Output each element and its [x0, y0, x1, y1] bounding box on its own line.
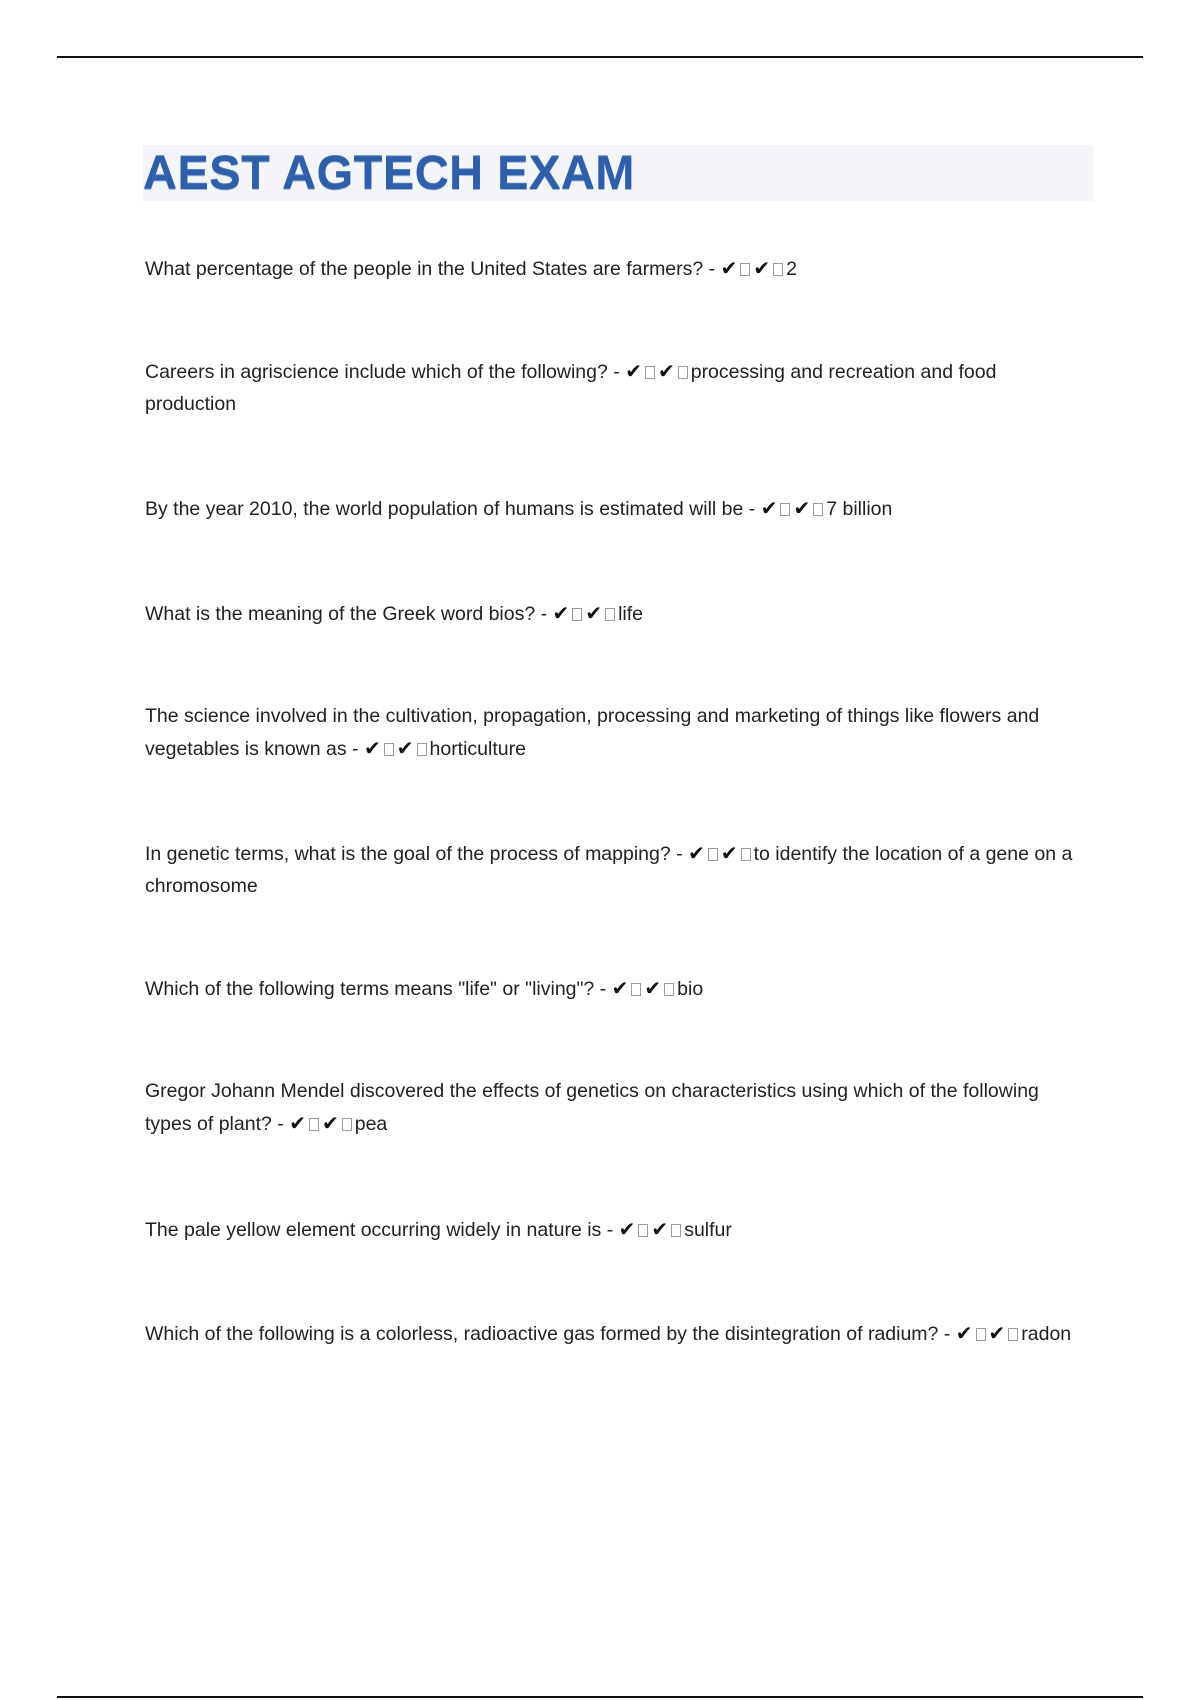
empty-box-icon: [342, 1118, 352, 1131]
answer-text: 2: [786, 258, 797, 280]
separator: -: [938, 1323, 956, 1345]
question-text: Which of the following is a colorless, radioactive gas formed by the disintegration of radium?: [145, 1323, 939, 1345]
separator: -: [271, 1113, 290, 1135]
qa-item: [145, 1213, 1090, 1246]
check-icon: ✔: [611, 976, 629, 1000]
empty-box-icon: [976, 1328, 986, 1341]
answer-text: sulfur: [684, 1219, 732, 1241]
qa-item: [145, 1317, 1090, 1350]
question-text: What is the meaning of the Greek word bios?: [145, 603, 536, 625]
answer-text: radon: [1021, 1323, 1072, 1345]
document-title: AEST AGTECH EXAM: [143, 146, 635, 199]
separator: -: [607, 361, 626, 383]
empty-box-icon: [741, 848, 751, 861]
answer-text: horticulture: [429, 738, 526, 760]
question-text: Gregor Johann Mendel discovered the effects of genetics on characteristics using which of the following types of plant?: [145, 1080, 1039, 1135]
check-icon: ✔: [720, 841, 738, 865]
qa-item: [145, 355, 1090, 420]
qa-item: [145, 597, 1090, 630]
empty-box-icon: [773, 263, 783, 276]
answer-text: to identify the location of a gene on a chromosome: [145, 843, 1073, 897]
empty-box-icon: [813, 503, 823, 516]
answer-text: processing and recreation and food production: [145, 361, 997, 415]
check-icon: ✔: [988, 1321, 1006, 1345]
qa-item: [145, 252, 1090, 285]
empty-box-icon: [671, 1224, 681, 1237]
qa-item: [145, 700, 1090, 765]
qa-item: [145, 972, 1090, 1005]
check-icon: ✔: [321, 1111, 339, 1135]
empty-box-icon: [1008, 1328, 1018, 1341]
empty-box-icon: [645, 366, 655, 379]
answer-text: pea: [354, 1113, 388, 1135]
separator: -: [743, 498, 761, 520]
check-icon: ✔: [753, 256, 771, 280]
empty-box-icon: [309, 1118, 319, 1131]
question-text: Which of the following terms means "life" or "living"?: [145, 978, 595, 1000]
empty-box-icon: [740, 263, 750, 276]
question-text: Careers in agriscience include which of the following?: [145, 361, 608, 383]
check-icon: ✔: [651, 1217, 669, 1241]
qa-item: [145, 1075, 1090, 1140]
empty-box-icon: [417, 743, 427, 756]
check-icon: ✔: [793, 496, 811, 520]
check-icon: ✔: [618, 1217, 636, 1241]
check-icon: ✔: [585, 601, 603, 625]
question-text: The science involved in the cultivation, propagation, processing and marketing of things like flowers and vegetables is known as: [145, 705, 1040, 760]
check-icon: ✔: [644, 976, 662, 1000]
separator: -: [535, 603, 553, 625]
check-icon: ✔: [955, 1321, 973, 1345]
empty-box-icon: [572, 608, 582, 621]
answer-text: bio: [677, 978, 704, 1000]
top-rule: [57, 56, 1143, 58]
separator: -: [594, 978, 612, 1000]
empty-box-icon: [708, 848, 718, 861]
check-icon: ✔: [657, 359, 675, 383]
empty-box-icon: [605, 608, 615, 621]
check-icon: ✔: [396, 736, 414, 760]
empty-box-icon: [678, 366, 688, 379]
question-text: What percentage of the people in the United States are farmers?: [145, 258, 704, 280]
empty-box-icon: [638, 1224, 648, 1237]
separator: -: [703, 258, 721, 280]
empty-box-icon: [631, 983, 641, 996]
bottom-rule: [57, 1696, 1143, 1698]
answer-text: 7 billion: [826, 498, 893, 520]
qa-item: [145, 492, 1090, 525]
qa-item: [145, 837, 1090, 902]
check-icon: ✔: [720, 256, 738, 280]
question-text: By the year 2010, the world population of humans is estimated will be: [145, 498, 744, 520]
question-text: In genetic terms, what is the goal of the process of mapping?: [145, 843, 671, 865]
title-banner: [143, 145, 1093, 201]
check-icon: ✔: [625, 359, 642, 383]
separator: -: [601, 1219, 619, 1241]
separator: -: [346, 738, 364, 760]
empty-box-icon: [664, 983, 674, 996]
check-icon: ✔: [289, 1111, 306, 1135]
check-icon: ✔: [688, 841, 705, 865]
separator: -: [670, 843, 689, 865]
empty-box-icon: [780, 503, 790, 516]
check-icon: ✔: [363, 736, 381, 760]
question-text: The pale yellow element occurring widely in nature is: [145, 1219, 602, 1241]
check-icon: ✔: [760, 496, 778, 520]
answer-text: life: [618, 603, 644, 625]
empty-box-icon: [384, 743, 394, 756]
check-icon: ✔: [552, 601, 570, 625]
